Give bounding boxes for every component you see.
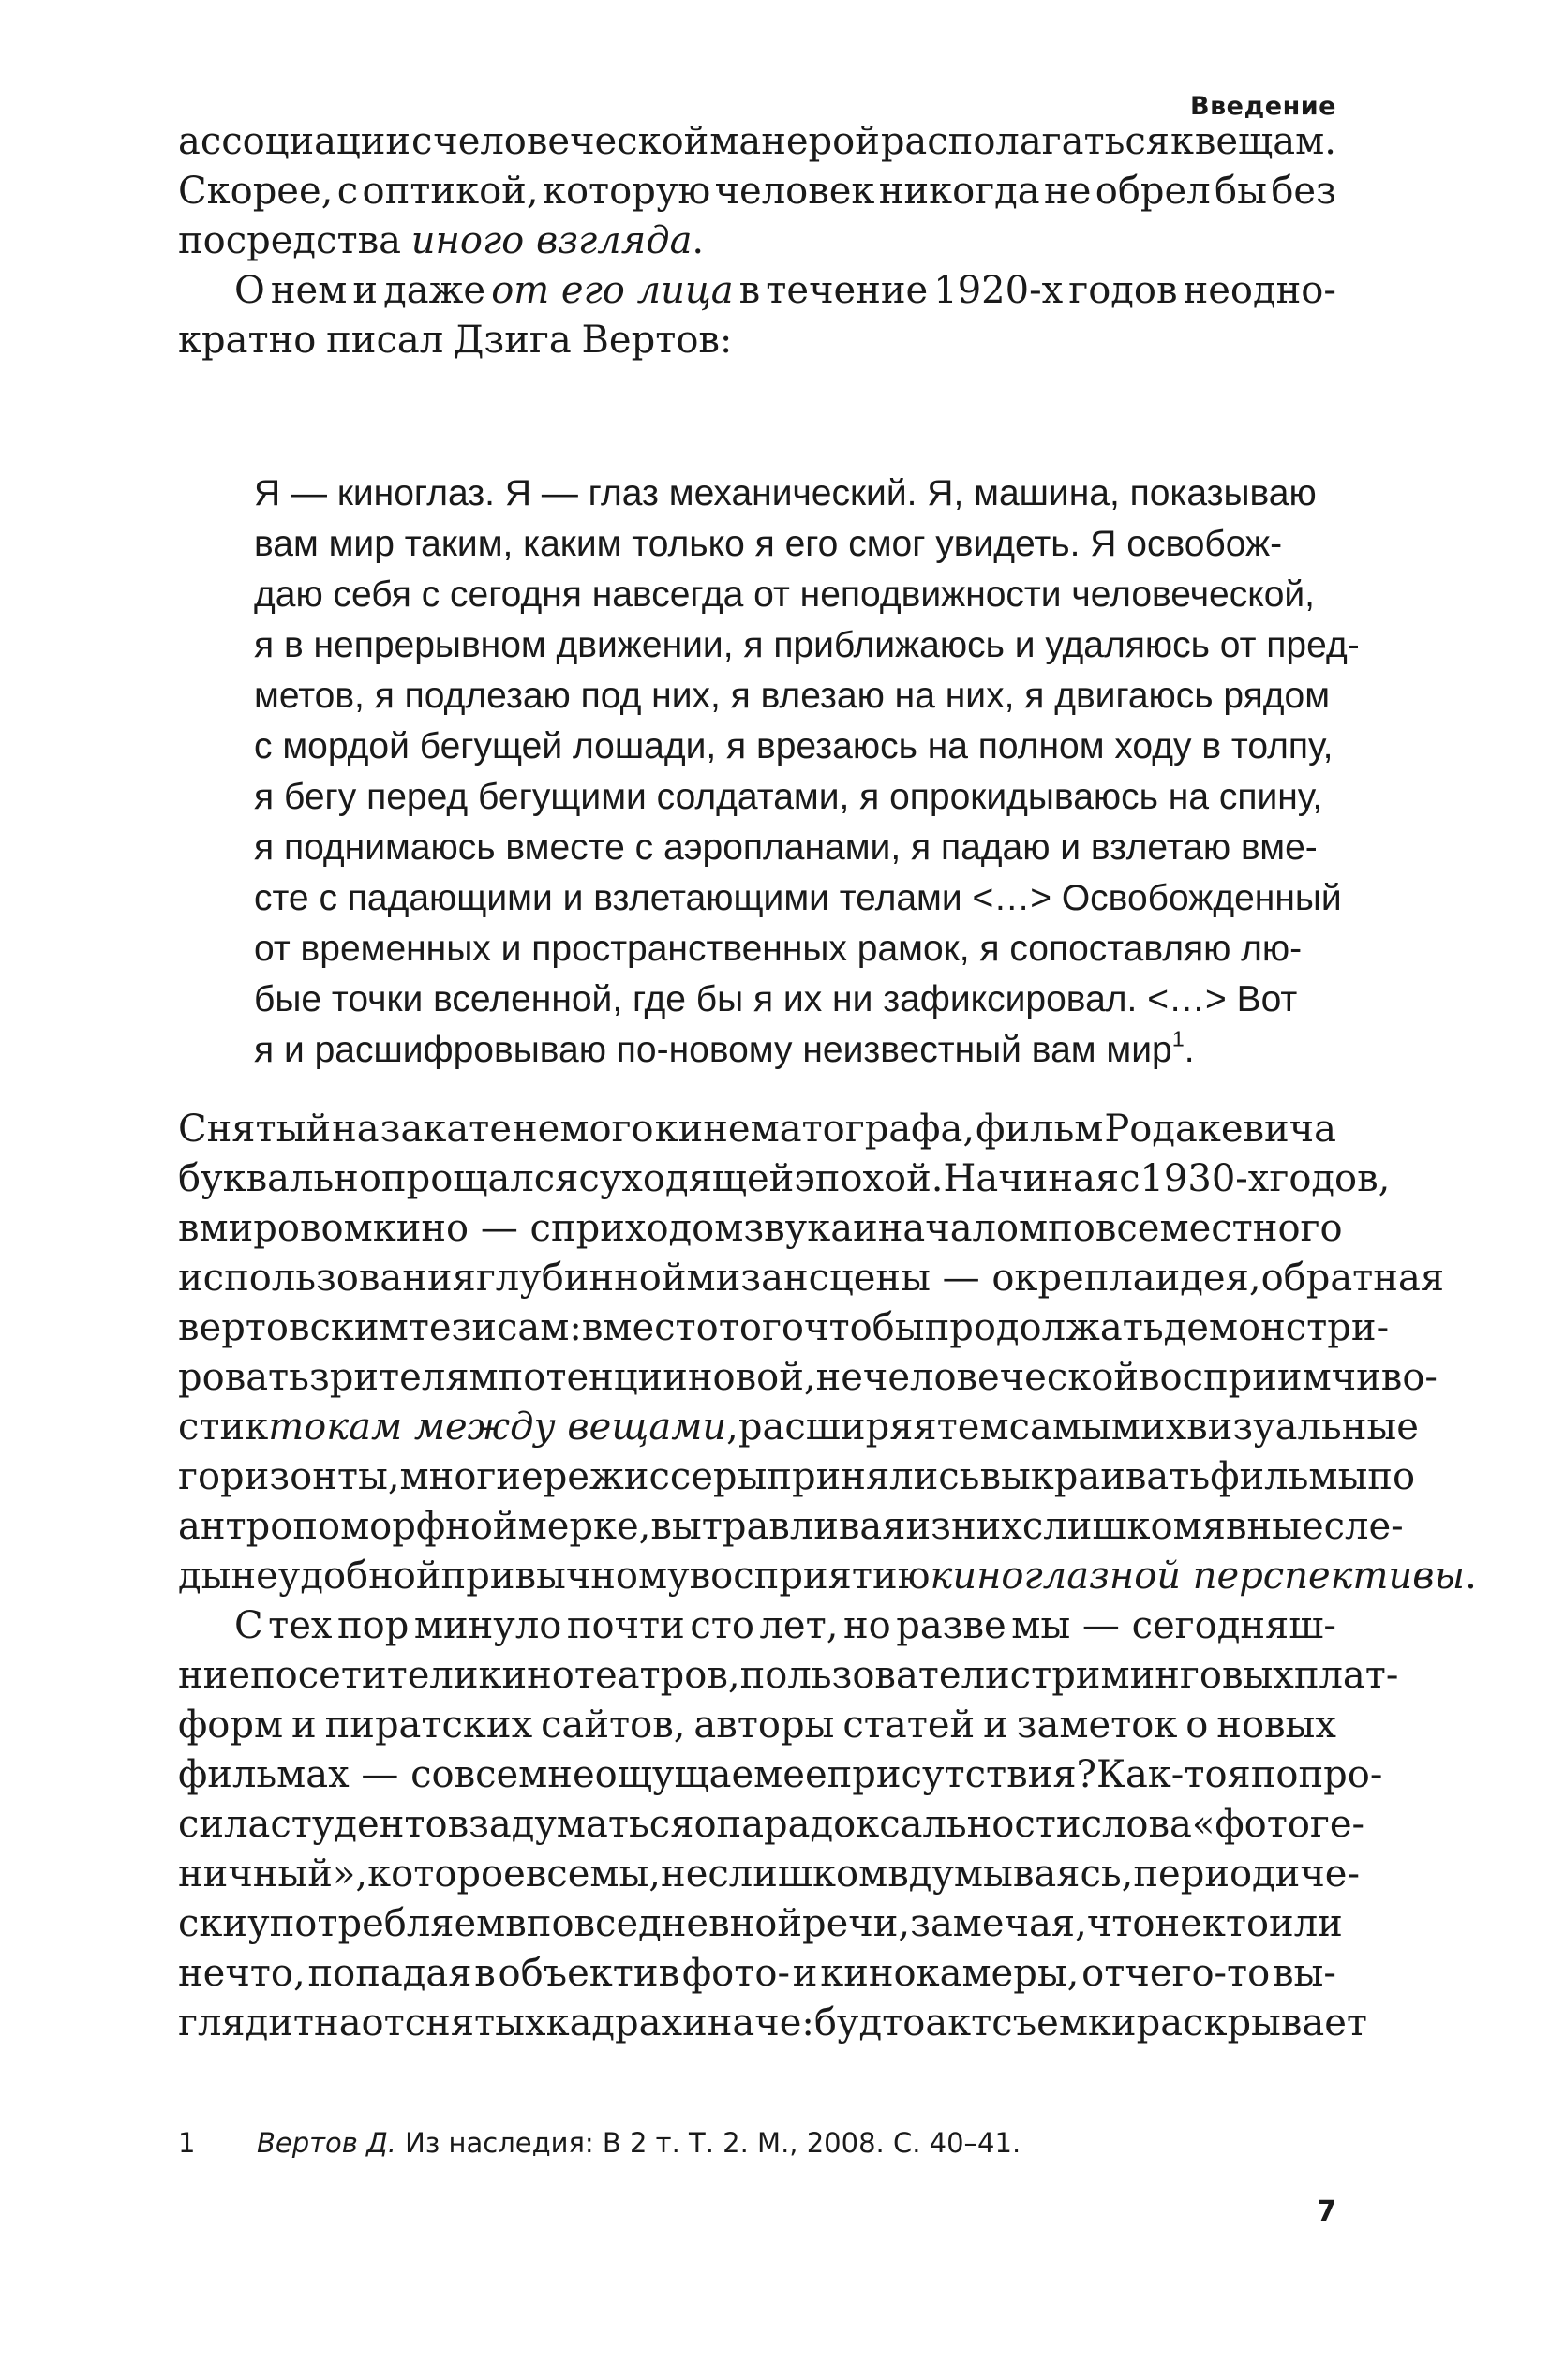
- word: обратная: [1260, 1257, 1445, 1300]
- word: сле-: [1323, 1505, 1404, 1548]
- word: Снятый: [178, 1108, 332, 1151]
- word: ассоциации: [178, 120, 411, 163]
- word: выкраивать: [979, 1455, 1211, 1498]
- word: повсеместного: [1048, 1207, 1343, 1250]
- word: кадрах: [545, 2001, 683, 2045]
- quote-line: метов, я подлезаю под них, я влезаю на них, я двигаюсь рядом: [254, 676, 1331, 716]
- word: никогда: [878, 170, 1040, 213]
- paragraph-2-line-1: [234, 269, 1336, 312]
- word: новых: [1216, 1703, 1336, 1747]
- word: попро-: [1250, 1753, 1383, 1796]
- word: фильм: [976, 1108, 1104, 1151]
- word: вещам.: [1194, 120, 1336, 163]
- word: на: [332, 1108, 380, 1151]
- word: даже: [383, 269, 486, 312]
- word: сайтов,: [541, 1703, 686, 1747]
- word: фильмы: [1210, 1455, 1368, 1498]
- word: ды: [178, 1554, 231, 1598]
- word: приходом: [550, 1207, 744, 1250]
- word: парадоксальности: [716, 1803, 1081, 1846]
- word: кино — с: [372, 1207, 551, 1250]
- word: чтобы: [804, 1306, 925, 1349]
- word: лет,: [759, 1604, 839, 1647]
- word: их: [1140, 1406, 1187, 1449]
- word: тем: [936, 1406, 1009, 1449]
- word: попадая: [307, 1952, 472, 1995]
- word: того: [718, 1306, 804, 1349]
- word: 1930-х: [1140, 1157, 1270, 1200]
- paragraph-4-line-7: [178, 1902, 1343, 1945]
- word: фильмах — совсем: [178, 1753, 548, 1796]
- word: мы — сегодняш-: [1011, 1604, 1336, 1647]
- word: к: [1170, 120, 1194, 163]
- word: Вертов:: [581, 319, 733, 362]
- paragraph-4-line-4: [178, 1753, 1383, 1796]
- word: из: [905, 1505, 951, 1548]
- word: прощался: [380, 1157, 579, 1200]
- word: к: [245, 1406, 269, 1449]
- word: восприимчиво-: [1138, 1356, 1438, 1399]
- word: звука: [743, 1207, 854, 1250]
- quote-line: бые точки вселенной, где бы я их ни зафиксировал. <…> Вот: [254, 979, 1298, 1019]
- word: ее: [782, 1753, 827, 1796]
- paragraph-1-line-1: [178, 120, 1336, 163]
- quote-text: я и расшифровываю по-новому неизвестный вам мир: [254, 1030, 1172, 1070]
- word: объектив: [498, 1952, 680, 1995]
- paragraph-4-line-9: [178, 2001, 1368, 2045]
- page-number: 7: [1317, 2195, 1336, 2228]
- word: не: [547, 1753, 595, 1796]
- word: с: [336, 170, 359, 213]
- word: неудобной: [231, 1554, 441, 1598]
- word: привычному: [440, 1554, 690, 1598]
- quote-line: я бегу перед бегущими солдатами, я опрокидываюсь на спину,: [254, 777, 1323, 817]
- quote-line: вам мир таким, каким только я его смог увидеть. Я освобож-: [254, 524, 1283, 564]
- word: речи,: [802, 1902, 911, 1945]
- word: почти: [566, 1604, 685, 1647]
- word: Скорее,: [178, 170, 334, 213]
- punctuation: .: [692, 219, 705, 262]
- punctuation: ,: [726, 1406, 738, 1449]
- word: в: [505, 1902, 527, 1945]
- word: идея,: [1155, 1257, 1261, 1300]
- paragraph-4-line-1: [234, 1604, 1336, 1647]
- word: обрел: [1095, 170, 1211, 213]
- word: ощущаем: [594, 1753, 783, 1796]
- paragraph-4-line-5: [178, 1803, 1365, 1846]
- word: антропоморфной: [178, 1505, 518, 1548]
- word: зрителям: [308, 1356, 499, 1399]
- word: писал: [326, 319, 444, 362]
- word: некто: [1155, 1902, 1270, 1945]
- quote-line: Я — киноглаз. Я — глаз механический. Я, машина, показываю: [254, 473, 1317, 513]
- word: них: [950, 1505, 1022, 1548]
- word: использования: [178, 1257, 476, 1300]
- word: пиратских: [324, 1703, 533, 1747]
- word: кратно: [178, 319, 317, 362]
- word: акт: [925, 2001, 992, 2045]
- word: авторы: [693, 1703, 835, 1747]
- word: замечая,: [910, 1902, 1087, 1945]
- word: многие: [399, 1455, 544, 1498]
- word: уходящей: [599, 1157, 795, 1200]
- word: Дзига: [453, 319, 572, 362]
- word: мы,: [589, 1852, 662, 1896]
- word: сти: [178, 1406, 246, 1449]
- word: 1920-х: [933, 269, 1064, 312]
- paragraph-3-line-10: [178, 1554, 1477, 1598]
- word: новой,: [687, 1356, 816, 1399]
- word: периодиче-: [1133, 1852, 1360, 1896]
- word: мизансцены — окрепла: [686, 1257, 1155, 1300]
- word: расширяя: [738, 1406, 937, 1449]
- word: присутствия?: [827, 1753, 1096, 1796]
- punctuation: .: [1184, 1030, 1195, 1070]
- word: сила: [178, 1803, 271, 1846]
- word: ровать: [178, 1356, 309, 1399]
- word: плат-: [1293, 1654, 1399, 1697]
- word: «фотоге-: [1191, 1803, 1365, 1846]
- word: не: [661, 1852, 708, 1896]
- word: вы-: [1273, 1952, 1336, 1995]
- word: манерой: [709, 120, 880, 163]
- word: или: [1269, 1902, 1343, 1945]
- footnote-ref[interactable]: 1: [1171, 1026, 1185, 1051]
- paragraph-3-line-8: [178, 1455, 1416, 1498]
- word: ние: [178, 1654, 250, 1697]
- word: немого: [513, 1108, 654, 1151]
- word: ничный»,: [178, 1852, 368, 1896]
- paragraph-3-line-2: [178, 1157, 1391, 1200]
- word: и: [291, 1703, 317, 1747]
- word: и: [983, 1703, 1008, 1747]
- word: форм: [178, 1703, 284, 1747]
- word: статей: [842, 1703, 976, 1747]
- word: иначе:: [682, 2001, 814, 2045]
- paragraph-3-line-3: [178, 1207, 1343, 1250]
- paragraph-2-line-2: [178, 319, 1336, 362]
- word: мировом: [199, 1207, 373, 1250]
- word: задуматься: [469, 1803, 694, 1846]
- word: Начиная: [943, 1157, 1120, 1200]
- word: нечто,: [178, 1952, 306, 1995]
- word: слишком: [708, 1852, 888, 1896]
- word: глядит: [178, 2001, 315, 2045]
- word: сто: [690, 1604, 754, 1647]
- word: Как-то: [1096, 1753, 1228, 1796]
- word: буквально: [178, 1157, 381, 1200]
- word: продолжать: [924, 1306, 1164, 1349]
- word: человек: [714, 170, 875, 213]
- word: без: [1271, 170, 1336, 213]
- word: самым: [1008, 1406, 1140, 1449]
- word: с: [410, 120, 433, 163]
- paragraph-4-line-6: [178, 1852, 1360, 1896]
- word: располагаться: [880, 120, 1170, 163]
- word: ски: [178, 1902, 248, 1945]
- word: тезисам:: [408, 1306, 582, 1349]
- paragraph-4-line-8: [178, 1952, 1336, 1995]
- italic-text: киноглазной перспективы: [930, 1554, 1466, 1598]
- word: неодно-: [1183, 269, 1336, 312]
- word: посетители: [250, 1654, 479, 1697]
- quote-last-line: [254, 1026, 1336, 1071]
- paragraph-1-line-2: [178, 170, 1336, 213]
- word: пор: [337, 1604, 410, 1647]
- word: кинематографа,: [654, 1108, 976, 1151]
- word: разве: [896, 1604, 1006, 1647]
- word: эпохой.: [794, 1157, 944, 1200]
- word: потенции: [498, 1356, 688, 1399]
- word: я: [1227, 1753, 1251, 1796]
- word: отчего-то: [1081, 1952, 1271, 1995]
- word: минуло: [413, 1604, 562, 1647]
- word: кинотеатров,: [478, 1654, 740, 1697]
- footnote-text: Из наследия: В 2 т. Т. 2. М., 2008. С. 40–41.: [395, 2127, 1021, 2159]
- word: заметок: [1016, 1703, 1178, 1747]
- word: нечеловеческой: [815, 1356, 1139, 1399]
- word: с: [578, 1157, 600, 1200]
- paragraph-4-line-2: [178, 1654, 1399, 1697]
- footnote-author: Вертов Д.: [257, 2127, 396, 2159]
- word: студентов: [270, 1803, 469, 1846]
- running-head: Введение: [1190, 92, 1336, 121]
- word: мерке,: [517, 1505, 651, 1548]
- word: слишком: [1021, 1505, 1202, 1548]
- quote-line: я поднимаюсь вместе с аэропланами, я падаю и взлетаю вме-: [254, 827, 1318, 868]
- word: будто: [813, 2001, 926, 2045]
- word: Родакевича: [1104, 1108, 1336, 1151]
- word: слова: [1081, 1803, 1192, 1846]
- word: кинокамеры,: [820, 1952, 1080, 1995]
- word: С: [234, 1604, 263, 1647]
- paragraph-3-line-5: [178, 1306, 1390, 1349]
- paragraph-3-line-1: [178, 1108, 1336, 1151]
- word: о: [1185, 1703, 1209, 1747]
- word: явные: [1201, 1505, 1324, 1548]
- word: началом: [877, 1207, 1049, 1250]
- quote-line: от временных и пространственных рамок, я сопоставляю лю-: [254, 929, 1303, 969]
- word: годов,: [1269, 1157, 1391, 1200]
- word: о: [693, 1803, 717, 1846]
- word: фото-: [681, 1952, 790, 1995]
- word: что: [1086, 1902, 1155, 1945]
- word: режиссеры: [543, 1455, 768, 1498]
- word: и: [352, 269, 379, 312]
- word: вытравливая: [650, 1505, 906, 1548]
- word: нем: [270, 269, 348, 312]
- word: бы: [1215, 170, 1267, 213]
- paragraph-4-line-3: [178, 1703, 1336, 1747]
- paragraph-3-line-9: [178, 1505, 1404, 1548]
- word: вместо: [581, 1306, 719, 1349]
- paragraph-3-line-6: [178, 1356, 1438, 1399]
- italic-phrase: [930, 1554, 1476, 1598]
- word: в: [474, 1952, 496, 1995]
- quote-line: с мордой бегущей лошади, я врезаюсь на полном ходу в толпу,: [254, 726, 1334, 766]
- word: съемки: [991, 2001, 1137, 2045]
- word: но: [842, 1604, 891, 1647]
- word: отснятых: [361, 2001, 546, 2045]
- word: в: [178, 1207, 200, 1250]
- word: раскрывает: [1136, 2001, 1368, 2045]
- word: визуальные: [1186, 1406, 1419, 1449]
- word: все: [525, 1852, 590, 1896]
- quote-line: сте с падающими и взлетающими телами <…> Освобожденный: [254, 878, 1342, 918]
- word: и: [853, 1207, 878, 1250]
- word: принялись: [767, 1455, 980, 1498]
- word: закате: [380, 1108, 512, 1151]
- word: вертовским: [178, 1306, 409, 1349]
- word: по: [1367, 1455, 1416, 1498]
- word: на: [314, 2001, 362, 2045]
- italic-text: иного взгляда: [410, 219, 693, 262]
- quote-line: даю себя с сегодня навсегда от неподвижности человеческой,: [254, 574, 1316, 615]
- word: глубинной: [475, 1257, 687, 1300]
- footnote-number: 1: [178, 2127, 196, 2159]
- word: повседневной: [526, 1902, 803, 1945]
- word: демонстри-: [1163, 1306, 1390, 1349]
- word: употребляем: [247, 1902, 506, 1945]
- word: в: [738, 269, 761, 312]
- italic-text: от его лица: [491, 269, 734, 312]
- word: горизонты,: [178, 1455, 400, 1498]
- punctuation: .: [1465, 1554, 1477, 1598]
- word: оптикой,: [362, 170, 539, 213]
- word: которое: [367, 1852, 526, 1896]
- word: вдумываясь,: [887, 1852, 1134, 1896]
- word: которую: [542, 170, 711, 213]
- word: посредства: [178, 219, 401, 262]
- word: годов: [1068, 269, 1178, 312]
- quote-line-text: [254, 1026, 1195, 1071]
- word: стриминговых: [1009, 1654, 1294, 1697]
- paragraph-3-line-7: [178, 1406, 1419, 1449]
- word: с: [1119, 1157, 1140, 1200]
- word: человеческой: [433, 120, 709, 163]
- word: О: [234, 269, 265, 312]
- italic-phrase: [411, 219, 704, 262]
- italic-phrase: [268, 1406, 738, 1449]
- footnote: [178, 2127, 1021, 2159]
- quote-line: я в непрерывном движении, я приближаюсь и удаляюсь от пред-: [254, 625, 1360, 665]
- paragraph-3-line-4: [178, 1257, 1445, 1300]
- word: восприятию: [689, 1554, 931, 1598]
- word: и: [792, 1952, 818, 1995]
- word: тех: [268, 1604, 333, 1647]
- paragraph-1-line-3: [178, 219, 1336, 262]
- word: не: [1044, 170, 1092, 213]
- italic-text: токам между вещами: [268, 1406, 727, 1449]
- word: течение: [766, 269, 929, 312]
- word: пользователи: [739, 1654, 1010, 1697]
